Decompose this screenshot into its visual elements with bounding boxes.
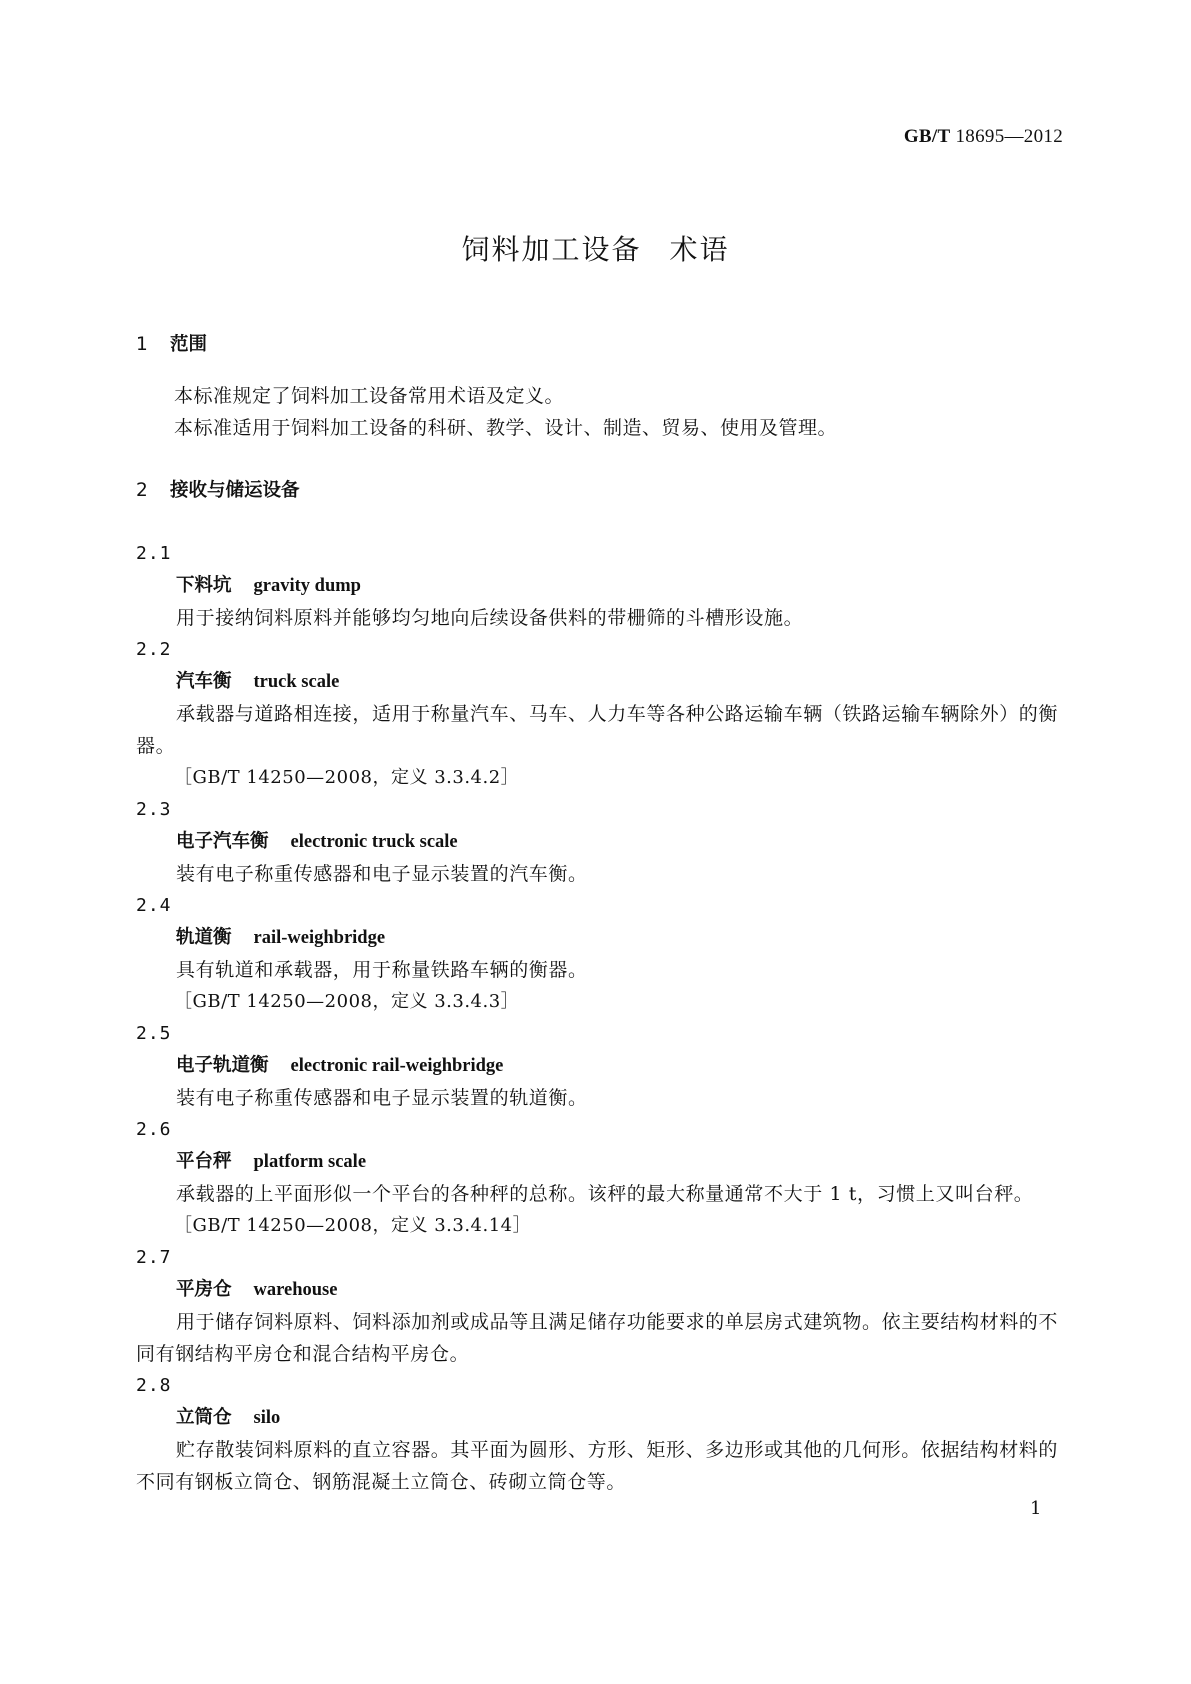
term-reference: ［GB/T 14250—2008，定义 3.3.4.3］ — [174, 991, 520, 1012]
term-definition: 用于接纳饲料原料并能够均匀地向后续设备供料的带栅筛的斗槽形设施。 — [176, 607, 804, 629]
term-entry — [136, 634, 1060, 794]
standard-prefix: GB/T — [903, 126, 951, 147]
term-heading — [136, 1050, 1060, 1082]
term-en: truck scale — [253, 672, 340, 692]
section-title: 接收与储运设备 — [170, 480, 300, 501]
term-number: 2.7 — [136, 1247, 172, 1268]
term-number: 2.1 — [136, 543, 172, 564]
term-entry — [136, 1114, 1060, 1242]
term-en: rail-weighbridge — [253, 928, 386, 948]
term-zh: 轨道衡 — [176, 927, 232, 948]
term-heading — [136, 1402, 1060, 1434]
term-zh: 平台秤 — [176, 1151, 232, 1172]
term-heading — [136, 826, 1060, 858]
term-zh: 汽车衡 — [176, 671, 232, 692]
document-body — [136, 330, 1060, 1498]
term-entry — [136, 794, 1060, 890]
term-entry — [136, 890, 1060, 1018]
section-number: 2 — [136, 480, 148, 501]
scope-paragraph: 本标准适用于饲料加工设备的科研、教学、设计、制造、贸易、使用及管理。 — [174, 417, 838, 439]
term-number: 2.3 — [136, 799, 172, 820]
term-zh: 平房仓 — [176, 1279, 232, 1300]
term-definition: 贮存散装饲料原料的直立容器。其平面为圆形、方形、矩形、多边形或其他的几何形。依据结构材料的不同有钢板立筒仓、钢筋混凝土立筒仓、砖砌立筒仓等。 — [136, 1439, 1059, 1493]
term-en: silo — [253, 1408, 281, 1428]
scope-paragraph: 本标准规定了饲料加工设备常用术语及定义。 — [174, 385, 565, 407]
section-number: 1 — [136, 334, 148, 355]
title-part1: 饲料加工设备 — [461, 233, 642, 266]
standard-code — [904, 126, 1063, 148]
term-heading — [136, 1146, 1060, 1178]
term-number: 2.5 — [136, 1023, 172, 1044]
term-definition: 用于储存饲料原料、饲料添加剂或成品等且满足储存功能要求的单层房式建筑物。依主要结构材料的不同有钢结构平房仓和混合结构平房仓。 — [136, 1311, 1059, 1365]
section-title: 范围 — [170, 334, 208, 355]
term-definition: 具有轨道和承载器，用于称量铁路车辆的衡器。 — [176, 959, 588, 981]
term-entry — [136, 1370, 1060, 1498]
term-definition: 装有电子称重传感器和电子显示装置的汽车衡。 — [176, 863, 588, 885]
page-title — [0, 228, 1191, 268]
standard-number: 18695—2012 — [955, 126, 1063, 147]
term-heading — [136, 922, 1060, 954]
term-reference: ［GB/T 14250—2008，定义 3.3.4.14］ — [174, 1215, 532, 1236]
term-en: platform scale — [253, 1152, 367, 1172]
term-number: 2.8 — [136, 1375, 172, 1396]
term-entry — [136, 1242, 1060, 1370]
section-heading-scope — [136, 330, 1060, 360]
title-part2: 术语 — [669, 233, 730, 266]
term-zh: 立筒仓 — [176, 1407, 232, 1428]
term-en: electronic rail-weighbridge — [290, 1056, 504, 1076]
term-entry — [136, 1018, 1060, 1114]
term-zh: 下料坑 — [176, 575, 232, 596]
term-number: 2.4 — [136, 895, 172, 916]
term-en: warehouse — [253, 1280, 338, 1300]
term-en: gravity dump — [253, 576, 361, 596]
section-heading-receiving — [136, 476, 1060, 506]
term-definition: 承载器的上平面形似一个平台的各种秤的总称。该秤的最大称量通常不大于 1 t，习惯上又叫台秤。 — [176, 1183, 1034, 1205]
term-zh: 电子汽车衡 — [176, 831, 269, 852]
term-definition: 装有电子称重传感器和电子显示装置的轨道衡。 — [176, 1087, 588, 1109]
page-number: 1 — [1030, 1498, 1042, 1519]
term-entry — [136, 538, 1060, 634]
term-en: electronic truck scale — [290, 832, 458, 852]
term-number: 2.2 — [136, 639, 172, 660]
term-reference: ［GB/T 14250—2008，定义 3.3.4.2］ — [174, 767, 520, 788]
term-heading — [136, 570, 1060, 602]
term-number: 2.6 — [136, 1119, 172, 1140]
term-heading — [136, 1274, 1060, 1306]
term-heading — [136, 666, 1060, 698]
term-definition: 承载器与道路相连接，适用于称量汽车、马车、人力车等各种公路运输车辆（铁路运输车辆除外）的衡器。 — [136, 703, 1059, 757]
term-zh: 电子轨道衡 — [176, 1055, 269, 1076]
